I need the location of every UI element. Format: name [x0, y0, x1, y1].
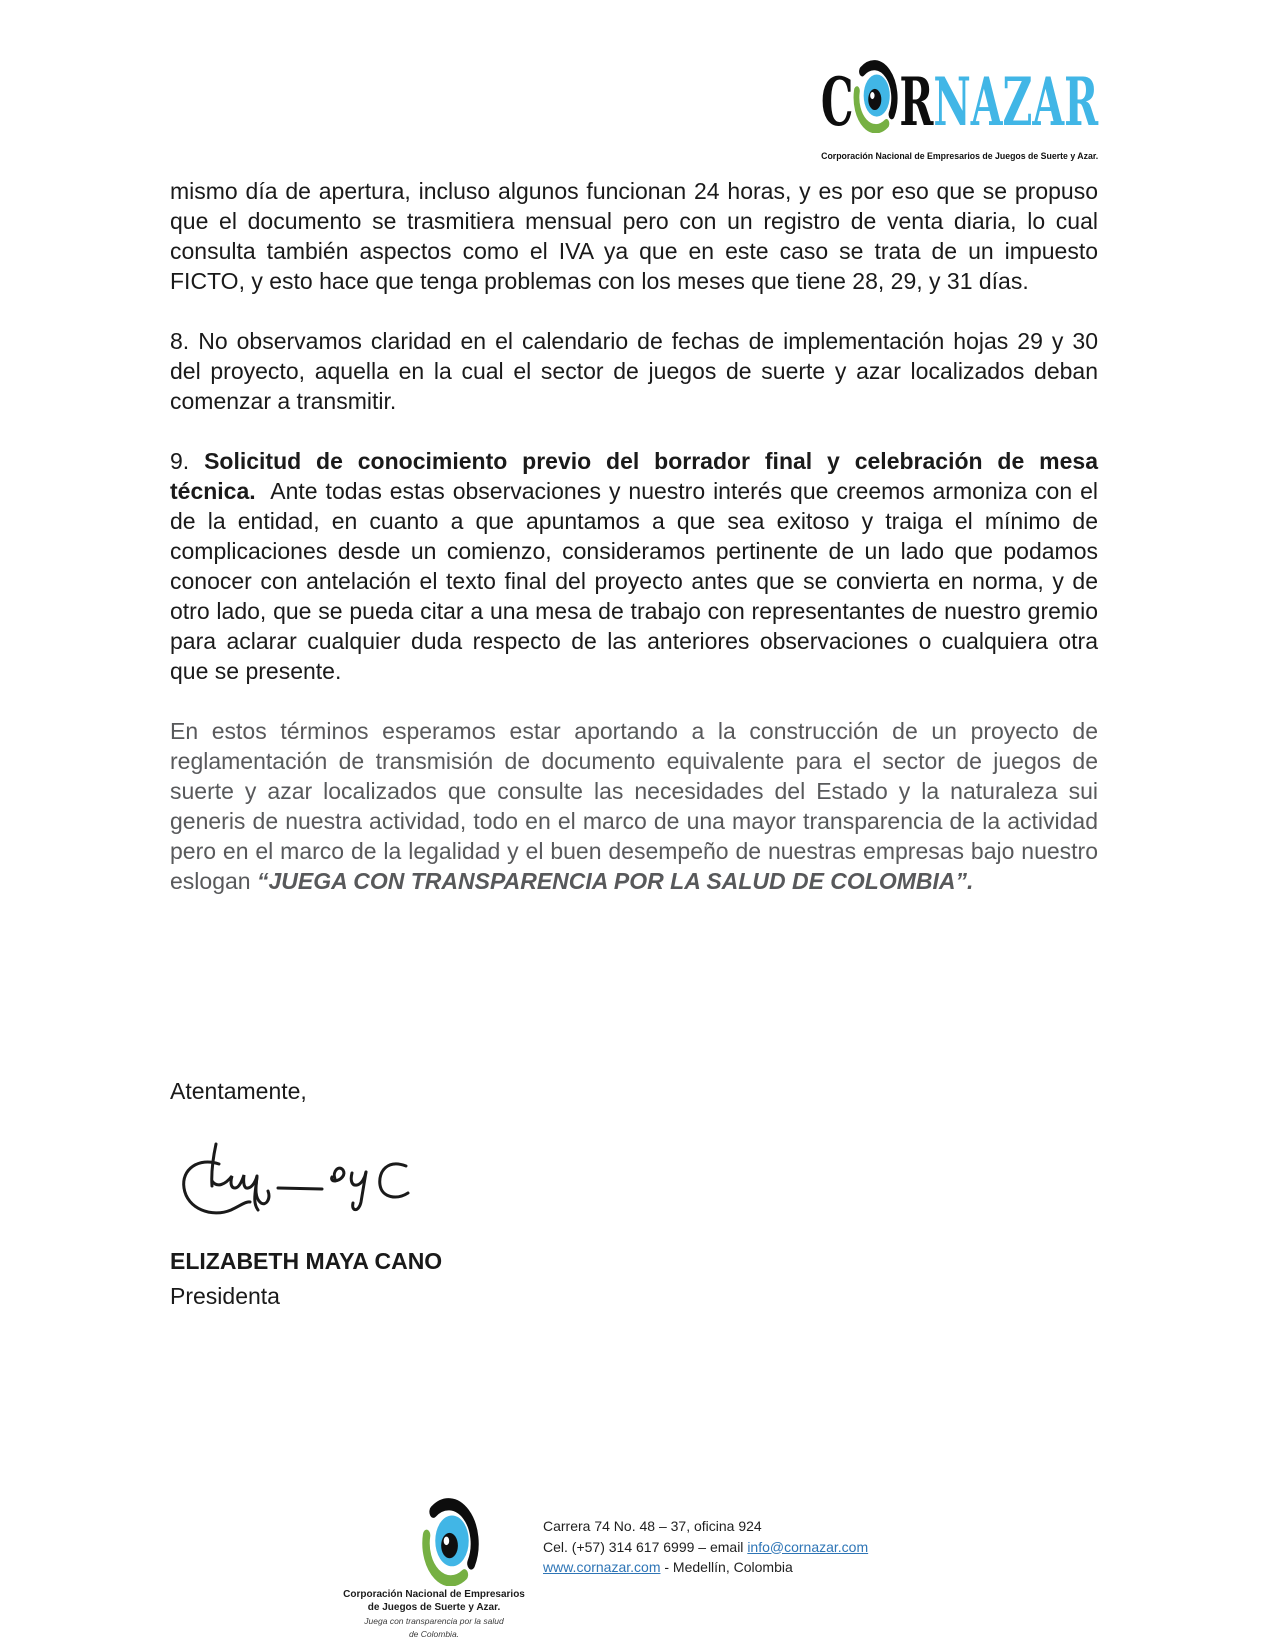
paragraph-text: mismo día de apertura, incluso algunos funcionan 24 horas, y es por eso que se propuso que el documento se trasmitiera mensual pero con un registro de venta diaria, lo cual consulta también aspectos como el IVA ya que en este caso se trata de un impuesto FICTO, y esto hace que tenga problemas con los meses que tiene 28, 29, y 31 días. [170, 178, 1098, 294]
paragraph-bold-heading: Solicitud de conocimiento previo del borrador final y celebración de mesa técnica. [170, 448, 1098, 504]
footer-address: Carrera 74 No. 48 – 37, oficina 924 [543, 1518, 762, 1534]
email-link[interactable]: info@cornazar.com [747, 1538, 869, 1555]
footer-web-line [543, 1557, 868, 1578]
signer-title: Presidenta [170, 1283, 280, 1309]
logo-letter-c: C [820, 63, 854, 141]
footer-slogan-line1: Juega con transparencia por la salud [364, 1616, 504, 1626]
signer-name: ELIZABETH MAYA CANO [170, 1248, 443, 1274]
cornazar-logo [651, 58, 1098, 162]
paragraph-point-8 [170, 326, 1098, 416]
paragraph-text: 9. [170, 448, 205, 474]
paragraph-closing [170, 716, 1098, 896]
paragraph-text: En estos términos esperamos estar aportando a la construcción de un proyecto de reglamentación de transmisión de documento equivalente para el sector de juegos de suerte y azar localizados que consulte las necesidades del Estado y la naturaleza sui generis de nuestra actividad, todo en el marco de una mayor transparencia de la actividad pero en el marco de la legalidad y el buen desempeño de nuestras empresas bajo nuestro eslogan [170, 718, 1098, 894]
footer-org-name-line2: de Juegos de Suerte y Azar. [367, 1602, 501, 1613]
eye-icon [852, 55, 900, 143]
footer-org-block [338, 1588, 530, 1639]
paragraph-point-9 [170, 446, 1098, 686]
footer-contact-block [543, 1516, 868, 1578]
logo-letters-nazar: NAZAR [933, 63, 1098, 141]
footer-location: - Medellín, Colombia [660, 1559, 793, 1575]
slogan-text: “JUEGA CON TRANSPARENCIA POR LA SALUD DE COLOMBIA”. [256, 868, 974, 894]
footer-address-line [543, 1516, 868, 1537]
footer-phone-line [543, 1537, 868, 1558]
cornazar-wordmark [821, 58, 1098, 146]
logo-tagline: Corporación Nacional de Empresarios de Juegos de Suerte y Azar. [820, 151, 1098, 162]
paragraph-continuation [170, 176, 1098, 296]
logo-letter-r: R [899, 63, 934, 141]
footer-slogan-line2: de Colombia. [408, 1628, 460, 1639]
closing-salutation: Atentamente, [170, 1078, 307, 1104]
footer-phone: Cel. (+57) 314 617 6999 – email [543, 1538, 748, 1555]
website-link[interactable]: www.cornazar.com [543, 1559, 661, 1575]
handwritten-signature [172, 1130, 432, 1230]
paragraph-text: 8. No observamos claridad en el calendario de fechas de implementación hojas 29 y 30 del proyecto, aquella en la cual el sector de juegos de suerte y azar localizados deban comenzar a transmitir. [170, 328, 1098, 414]
paragraph-text: Ante todas estas observaciones y nuestro interés que creemos armoniza con el de la entidad, en cuanto a que apuntamos a que sea exitoso y traiga el mínimo de complicaciones desde un comienzo, consideramos pertinente de un lado que podamos conocer con antelación el texto final del proyecto antes que se convierta en norma, y de otro lado, que se pueda citar a una mesa de trabajo con representantes de nuestro gremio para aclarar cualquier duda respecto de las anteriores observaciones o cualquiera otra que se presente. [170, 478, 1098, 684]
footer-org-name-line1: Corporación Nacional de Empresarios [343, 1589, 525, 1600]
letter-body [170, 176, 1098, 926]
footer-eye-icon [421, 1492, 483, 1591]
